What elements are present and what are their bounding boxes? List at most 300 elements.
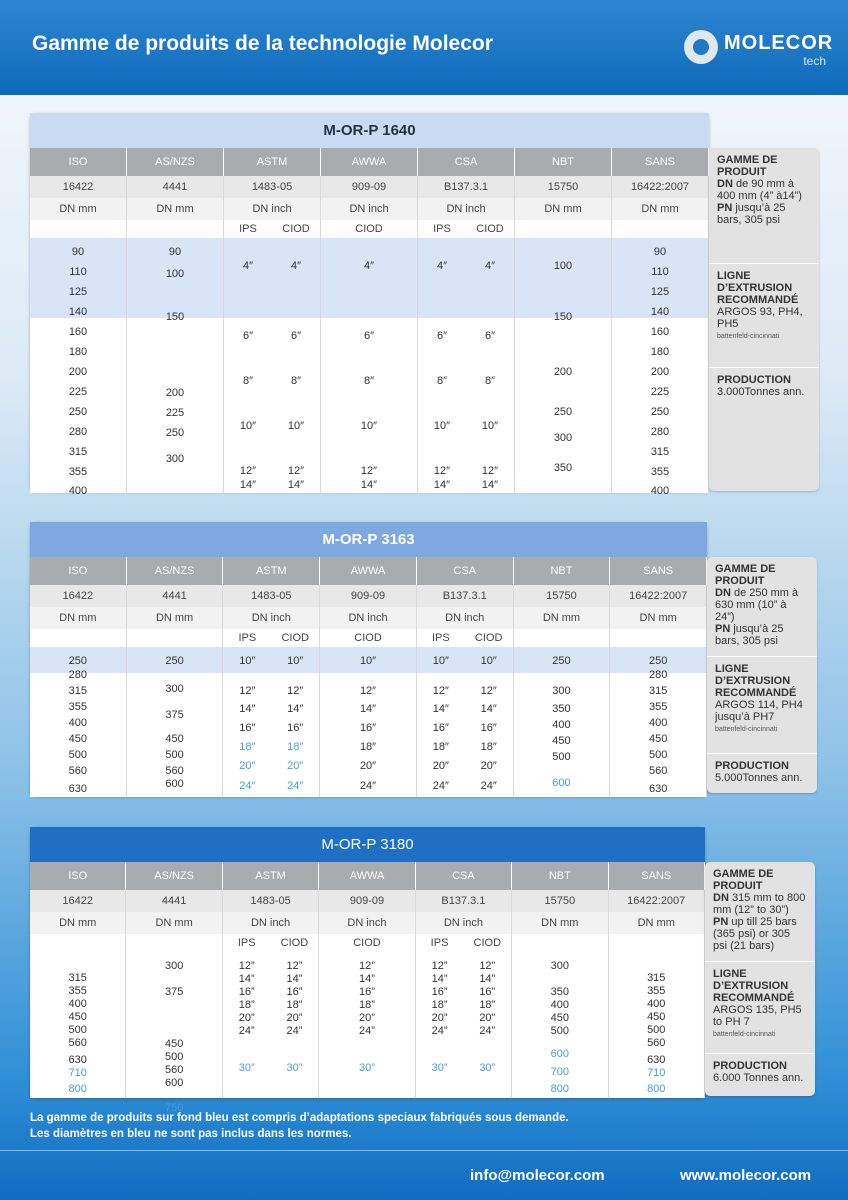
- ciod-value: 20”: [479, 1012, 496, 1024]
- sans-value: 180: [650, 346, 670, 358]
- asnzs-value: 90: [168, 246, 182, 258]
- astm-value: [223, 760, 319, 772]
- sub-header-cell: [126, 934, 222, 952]
- iso-value: 315: [68, 972, 87, 984]
- ips-value: 12″: [239, 465, 257, 477]
- sans-value: 90: [653, 246, 667, 258]
- ips-value: 12”: [238, 960, 255, 972]
- astm-value: [224, 465, 320, 477]
- sub-header-cell: [610, 629, 707, 647]
- ciod-value: 4″: [290, 260, 301, 272]
- nbt-value: 450: [552, 735, 571, 747]
- column-astm: [224, 238, 321, 493]
- ips-value: 14″: [239, 703, 256, 715]
- awwa-value: 24”: [359, 1025, 375, 1037]
- sans-value: 400: [650, 485, 670, 497]
- asnzs-value: 560: [165, 765, 184, 777]
- asnzs-value: 300: [165, 683, 184, 695]
- ips-value: 8″: [436, 375, 447, 387]
- sub-header-cell: [512, 934, 608, 952]
- csa-value: [418, 375, 514, 387]
- sans-value: 355: [650, 466, 670, 478]
- ips-value: 10″: [432, 655, 449, 667]
- iso-value: 560: [68, 765, 88, 777]
- column-header: ASTM: [223, 557, 320, 585]
- ips-value: 6″: [436, 330, 447, 342]
- units-row: [30, 912, 705, 934]
- ciod-value: 12″: [480, 685, 497, 697]
- asnzs-value: 375: [164, 986, 184, 998]
- units-row: [30, 607, 707, 629]
- standard-code: 4441: [127, 585, 224, 607]
- nbt-value: 500: [550, 1025, 569, 1037]
- iso-value: 630: [68, 1054, 87, 1066]
- sub-header-cell: [514, 629, 611, 647]
- asnzs-value: 450: [165, 733, 184, 745]
- column-header: SANS: [610, 557, 707, 585]
- panel-body: [30, 952, 705, 1114]
- battenfeld-logo: battenfeld-cincinnati: [713, 1031, 776, 1038]
- awwa-value: 6″: [363, 330, 374, 342]
- column-header-row: [30, 557, 707, 585]
- logo-name: MOLECOR: [724, 32, 834, 54]
- unit-label: DN inch: [417, 607, 514, 629]
- standard-code: 1483-05: [223, 890, 319, 912]
- iso-value: 90: [71, 246, 85, 258]
- ciod-value: 14”: [479, 973, 496, 985]
- awwa-value: 18”: [359, 999, 375, 1011]
- nbt-value: 350: [552, 703, 571, 715]
- ips-value: 6″: [242, 330, 253, 342]
- iso-value: 800: [68, 1083, 87, 1095]
- nbt-value: 300: [552, 685, 571, 697]
- ciod-value: 8″: [290, 375, 301, 387]
- iso-value: 450: [68, 1011, 87, 1023]
- ips-value: 14”: [238, 973, 255, 985]
- ciod-value: 18”: [479, 999, 496, 1011]
- ciod-value: 18″: [480, 741, 497, 753]
- molecor-logo: [684, 28, 834, 70]
- ciod-value: 16”: [479, 986, 496, 998]
- sub-header-cell: [127, 220, 224, 238]
- csa-value: [418, 260, 514, 272]
- awwa-value: 24″: [359, 780, 377, 792]
- csa-value: [417, 780, 513, 792]
- unit-label: DN mm: [515, 198, 612, 220]
- nbt-value: 400: [552, 719, 571, 731]
- ciod-value: 12”: [286, 960, 303, 972]
- ciod-value: 14”: [286, 973, 303, 985]
- ips-label: IPS: [433, 223, 451, 235]
- sans-value: 250: [650, 406, 670, 418]
- column-iso: [30, 238, 127, 497]
- nbt-value: 400: [550, 999, 569, 1011]
- panel-m-or-p-3163: [30, 522, 707, 796]
- sub-header-cell: [224, 220, 321, 238]
- unit-label: DN mm: [514, 607, 611, 629]
- sans-value: 280: [650, 426, 670, 438]
- awwa-value: 20″: [359, 760, 377, 772]
- panel-title: M-OR-P 3163: [30, 522, 707, 557]
- iso-value: 710: [68, 1067, 87, 1079]
- ciod-value: 8″: [484, 375, 495, 387]
- awwa-value: 14″: [360, 479, 378, 491]
- ciod-value: 10″: [480, 655, 497, 667]
- ciod-value: 24”: [479, 1025, 496, 1037]
- standard-code: 4441: [127, 176, 224, 198]
- nbt-value: 150: [553, 311, 573, 323]
- ciod-value: 24”: [286, 1025, 303, 1037]
- csa-value: [416, 973, 511, 985]
- csa-value: [416, 1012, 511, 1024]
- page-title: Gamme de produits de la technologie Molecor: [32, 32, 493, 55]
- column-awwa: [320, 647, 417, 797]
- sub-header-cell: [418, 220, 515, 238]
- ips-value: 24”: [431, 1025, 448, 1037]
- unit-label: DN mm: [30, 607, 127, 629]
- astm-value: [224, 479, 320, 491]
- panel-title: M-OR-P 3180: [30, 827, 705, 862]
- ips-value: 10″: [239, 420, 257, 432]
- unit-label: DN mm: [609, 912, 705, 934]
- nbt-value: 200: [553, 366, 573, 378]
- unit-label: DN mm: [127, 607, 224, 629]
- column-header: AWWA: [321, 148, 418, 176]
- standard-code: 16422:2007: [612, 176, 709, 198]
- unit-label: DN inch: [319, 912, 415, 934]
- sans-value: 125: [650, 286, 670, 298]
- ips-value: 16”: [431, 986, 448, 998]
- ciod-value: 20″: [287, 760, 304, 772]
- sans-value: 400: [647, 998, 666, 1010]
- asnzs-value: 150: [165, 311, 185, 323]
- awwa-value: 12″: [359, 685, 377, 697]
- sub-header-cell: [515, 220, 612, 238]
- astm-value: [224, 420, 320, 432]
- column-header: SANS: [612, 148, 709, 176]
- column-header: AWWA: [319, 862, 415, 890]
- sans-value: 250: [648, 655, 668, 667]
- nbt-value: 250: [553, 406, 573, 418]
- asnzs-value: 600: [165, 778, 184, 790]
- awwa-value: 16”: [359, 986, 375, 998]
- column-header: ASTM: [224, 148, 321, 176]
- column-iso: [30, 647, 127, 797]
- sans-value: 450: [647, 1011, 666, 1023]
- column-header: CSA: [418, 148, 515, 176]
- iso-value: 200: [68, 366, 88, 378]
- standard-code: 4441: [126, 890, 222, 912]
- ciod-value: 30”: [479, 1062, 496, 1074]
- unit-label: DN inch: [223, 607, 320, 629]
- sub-header-cell: [30, 629, 127, 647]
- ips-label: IPS: [430, 937, 449, 949]
- standards-row: [30, 890, 705, 912]
- sub-header-row: [30, 220, 709, 238]
- awwa-value: 4″: [363, 260, 374, 272]
- standards-row: [30, 585, 707, 607]
- iso-value: 280: [68, 669, 88, 681]
- sans-value: 315: [648, 685, 668, 697]
- ips-value: 16″: [432, 722, 449, 734]
- column-header: ISO: [30, 862, 126, 890]
- panel-body: [30, 238, 709, 497]
- astm-value: [223, 1062, 318, 1074]
- awwa-value: 10″: [360, 420, 378, 432]
- ips-value: 14″: [433, 479, 451, 491]
- ciod-value: 24″: [480, 780, 497, 792]
- unit-label: DN inch: [224, 198, 321, 220]
- email-link[interactable]: info@molecor.com: [470, 1167, 605, 1184]
- iso-value: 140: [68, 306, 88, 318]
- ciod-value: 4″: [484, 260, 495, 272]
- ips-value: 10″: [239, 655, 256, 667]
- ips-value: 24″: [239, 780, 256, 792]
- asnzs-value: 250: [165, 655, 184, 667]
- ips-value: 18”: [431, 999, 448, 1011]
- asnzs-value: 750: [164, 1102, 184, 1114]
- iso-value: 355: [68, 466, 88, 478]
- csa-value: [417, 722, 513, 734]
- ciod-label: CIOD: [281, 632, 309, 644]
- column-header: CSA: [417, 557, 514, 585]
- column-sans: [610, 647, 707, 797]
- awwa-value: 14″: [359, 703, 377, 715]
- ciod-value: 14″: [480, 703, 497, 715]
- iso-value: 560: [68, 1037, 87, 1049]
- column-nbt: [514, 647, 611, 797]
- column-sans: [612, 238, 709, 497]
- astm-value: [224, 330, 320, 342]
- ips-value: 14″: [432, 703, 449, 715]
- logo-sub: tech: [803, 54, 826, 68]
- standard-code: 15750: [514, 585, 611, 607]
- sans-value: 500: [647, 1024, 666, 1036]
- nbt-value: 450: [550, 1012, 569, 1024]
- ips-value: 24”: [238, 1025, 255, 1037]
- standard-code: B137.3.1: [416, 890, 512, 912]
- nbt-value: 500: [552, 751, 571, 763]
- sub-header-cell: [127, 629, 224, 647]
- sans-value: 315: [650, 446, 670, 458]
- column-header: ISO: [30, 557, 127, 585]
- column-csa: [416, 952, 512, 1098]
- nbt-value: 600: [550, 1048, 569, 1060]
- standard-code: 16422: [30, 176, 127, 198]
- iso-value: 500: [68, 1024, 87, 1036]
- sans-value: 630: [647, 1054, 666, 1066]
- csa-value: [416, 999, 511, 1011]
- ciod-value: 24″: [287, 780, 304, 792]
- unit-label: DN inch: [418, 198, 515, 220]
- ciod-value: 20″: [480, 760, 497, 772]
- ips-value: 20”: [238, 1012, 255, 1024]
- unit-label: DN mm: [126, 912, 222, 934]
- sub-header-cell: [417, 629, 514, 647]
- ciod-value: 14″: [481, 479, 499, 491]
- column-astm: [223, 952, 319, 1098]
- column-header: NBT: [515, 148, 612, 176]
- panel-title: M-OR-P 1640: [30, 113, 709, 148]
- column-csa: [417, 647, 514, 797]
- column-header: AS/NZS: [126, 862, 222, 890]
- ciod-value: 12”: [479, 960, 496, 972]
- iso-value: 400: [68, 485, 88, 497]
- standard-code: 909-09: [320, 585, 417, 607]
- column-sans: [609, 952, 705, 1098]
- iso-value: 315: [68, 446, 88, 458]
- astm-value: [223, 780, 319, 792]
- astm-value: [223, 1025, 318, 1037]
- column-asnzs: [127, 238, 224, 493]
- awwa-value: 12”: [359, 960, 375, 972]
- unit-label: DN mm: [512, 912, 608, 934]
- iso-value: 250: [68, 406, 88, 418]
- iso-value: 630: [68, 783, 88, 795]
- panel-m-or-p-1640: [30, 113, 709, 497]
- sans-value: 225: [650, 386, 670, 398]
- standard-code: 16422: [30, 585, 127, 607]
- nbt-value: 300: [550, 960, 569, 972]
- standard-code: 16422:2007: [610, 585, 707, 607]
- astm-value: [224, 260, 320, 272]
- ciod-value: 6″: [290, 330, 301, 342]
- column-astm: [223, 647, 320, 797]
- astm-value: [223, 1012, 318, 1024]
- awwa-value: 8″: [363, 375, 374, 387]
- column-nbt: [515, 238, 612, 493]
- sans-value: 560: [648, 765, 668, 777]
- csa-value: [417, 741, 513, 753]
- sans-value: 160: [650, 326, 670, 338]
- nbt-value: 100: [553, 260, 573, 272]
- csa-value: [417, 703, 513, 715]
- logo-icon: [684, 30, 718, 64]
- battenfeld-logo: battenfeld-cincinnati: [717, 333, 780, 340]
- nbt-value: 700: [550, 1066, 569, 1078]
- nbt-value: 300: [553, 432, 573, 444]
- column-header: ASTM: [223, 862, 319, 890]
- ips-value: 30”: [238, 1062, 255, 1074]
- unit-label: DN inch: [223, 912, 319, 934]
- standard-code: 1483-05: [224, 176, 321, 198]
- iso-value: 180: [68, 346, 88, 358]
- astm-value: [224, 375, 320, 387]
- ciod-value: 16″: [287, 722, 304, 734]
- sans-value: 110: [651, 266, 669, 278]
- iso-value: 225: [68, 386, 88, 398]
- ips-value: 12”: [431, 960, 448, 972]
- sub-header-cell: [223, 934, 319, 952]
- column-nbt: [512, 952, 608, 1098]
- astm-value: [223, 999, 318, 1011]
- sans-value: 140: [650, 306, 670, 318]
- csa-value: [418, 420, 514, 432]
- standard-code: 16422: [30, 890, 126, 912]
- ips-value: 24″: [432, 780, 449, 792]
- standard-code: 15750: [515, 176, 612, 198]
- iso-value: 500: [68, 749, 88, 761]
- astm-value: [223, 685, 319, 697]
- ips-label: IPS: [431, 632, 450, 644]
- sans-value: 280: [648, 669, 668, 681]
- asnzs-value: 225: [165, 407, 185, 419]
- asnzs-value: 600: [164, 1077, 184, 1089]
- ips-label: IPS: [239, 223, 257, 235]
- iso-value: 450: [68, 733, 88, 745]
- column-header-row: [30, 862, 705, 890]
- asnzs-value: 375: [165, 709, 184, 721]
- panel-m-or-p-3180: [30, 827, 705, 1114]
- unit-label: DN mm: [610, 607, 707, 629]
- website-link[interactable]: www.molecor.com: [680, 1167, 812, 1184]
- astm-value: [223, 973, 318, 985]
- sans-value: 500: [648, 749, 668, 761]
- ips-value: 30”: [431, 1062, 448, 1074]
- iso-value: 280: [68, 426, 88, 438]
- ciod-label: CIOD: [280, 937, 309, 949]
- column-iso: [30, 952, 126, 1098]
- csa-value: [417, 685, 513, 697]
- iso-value: 160: [68, 326, 88, 338]
- awwa-value: 20”: [359, 1012, 375, 1024]
- column-awwa: [319, 952, 415, 1098]
- unit-label: DN mm: [30, 912, 126, 934]
- awwa-value: 16″: [359, 722, 377, 734]
- asnzs-value: 250: [165, 427, 185, 439]
- column-asnzs: [126, 952, 222, 1114]
- awwa-value: 30”: [359, 1062, 375, 1074]
- iso-value: 315: [68, 685, 88, 697]
- sub-header-cell: [416, 934, 512, 952]
- csa-value: [416, 960, 511, 972]
- ciod-value: 14″: [287, 703, 304, 715]
- csa-value: [418, 479, 514, 491]
- sub-header-row: [30, 934, 705, 952]
- footer-divider: [0, 1150, 848, 1151]
- ips-value: 18”: [238, 999, 255, 1011]
- nbt-value: 250: [552, 655, 571, 667]
- sub-header-cell: [223, 629, 320, 647]
- ips-value: 16”: [238, 986, 255, 998]
- astm-value: [223, 655, 319, 667]
- asnzs-value: 450: [164, 1038, 184, 1050]
- standard-code: B137.3.1: [418, 176, 515, 198]
- column-header: NBT: [514, 557, 611, 585]
- standard-code: 909-09: [321, 176, 418, 198]
- ips-value: 20″: [239, 760, 256, 772]
- ips-value: 14″: [239, 479, 257, 491]
- sub-header-cell: [30, 220, 127, 238]
- sans-value: 355: [647, 985, 666, 997]
- column-header: AWWA: [320, 557, 417, 585]
- sub-header-cell: CIOD: [321, 220, 418, 238]
- ips-value: 4″: [436, 260, 447, 272]
- asnzs-value: 560: [164, 1064, 184, 1076]
- ips-label: IPS: [238, 632, 257, 644]
- asnzs-value: 200: [165, 387, 185, 399]
- standard-code: B137.3.1: [417, 585, 514, 607]
- sub-header-cell: CIOD: [320, 629, 417, 647]
- asnzs-value: 500: [165, 749, 184, 761]
- column-header: AS/NZS: [127, 148, 224, 176]
- sub-header-cell: [609, 934, 705, 952]
- column-header-row: [30, 148, 709, 176]
- ciod-value: 30”: [286, 1062, 303, 1074]
- awwa-value: 18″: [359, 741, 377, 753]
- iso-value: 400: [68, 717, 88, 729]
- standards-row: [30, 176, 709, 198]
